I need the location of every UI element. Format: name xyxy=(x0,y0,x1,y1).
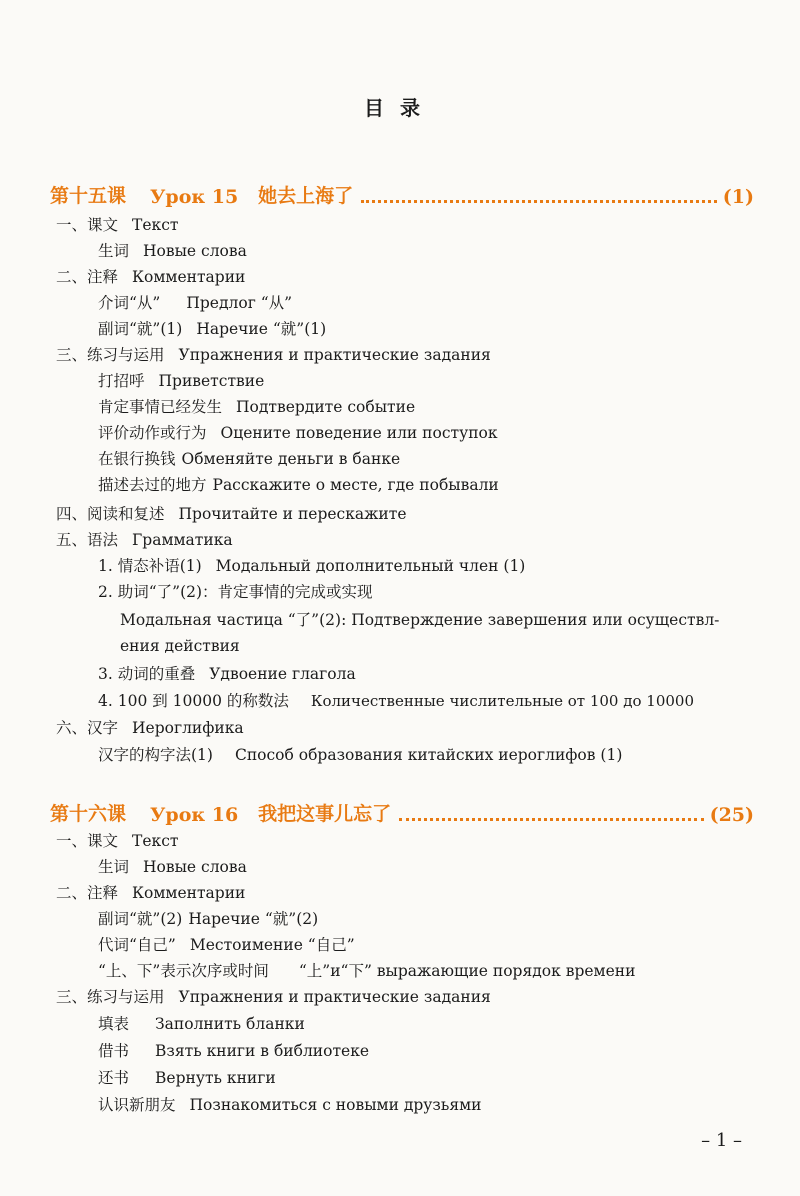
page-number: – 1 – xyxy=(701,1130,742,1151)
page-title: 目录 xyxy=(364,96,436,120)
toc-entry[interactable]: 三、练习与运用 Упражнения и практические задания xyxy=(56,346,491,364)
toc-entry[interactable]: 汉字的构字法(1) Способ образования китайских иероглифов (1) xyxy=(98,746,623,764)
toc-entry[interactable]: 生词 Новые слова xyxy=(98,242,247,260)
lesson-15-heading[interactable] xyxy=(50,178,754,208)
toc-entry[interactable]: 描述去过的地方 Расскажите о месте, где побывали xyxy=(98,476,499,494)
toc-entry[interactable]: Модальная частица “了”(2): Подтверждение завершения или осуществл- xyxy=(120,611,720,629)
lesson-16-heading[interactable] xyxy=(50,796,754,826)
toc-entry[interactable]: 三、练习与运用 Упражнения и практические задания xyxy=(56,988,491,1006)
leader-dots xyxy=(361,199,717,203)
toc-entry[interactable]: 一、课文 Текст xyxy=(56,832,179,850)
leader-dots xyxy=(399,817,703,821)
toc-entry[interactable]: 在银行换钱 Обменяйте деньги в банке xyxy=(98,450,401,468)
toc-entry[interactable]: 五、语法 Грамматика xyxy=(56,531,233,549)
toc-entry[interactable]: 3. 动词的重叠 Удвоение глагола xyxy=(98,665,356,683)
toc-entry[interactable]: 二、注释 Комментарии xyxy=(56,268,246,286)
toc-entry[interactable]: “上、下”表示次序或时间 “上”и“下” выражающие порядок времени xyxy=(98,962,636,980)
lesson-zh-title: 我把这事儿忘了 xyxy=(258,803,392,825)
toc-entry[interactable]: 肯定事情已经发生 Подтвердите событие xyxy=(98,398,416,416)
lesson-number: 第十六课 xyxy=(50,803,127,825)
toc-entry[interactable]: 二、注释 Комментарии xyxy=(56,884,246,902)
lesson-ru-title: Урок 15 xyxy=(150,186,239,208)
toc-entry[interactable]: 副词“就”(2) Наречие “就”(2) xyxy=(98,910,319,928)
lesson-zh-title: 她去上海了 xyxy=(258,185,354,207)
toc-entry[interactable]: 还书 Вернуть книги xyxy=(98,1069,276,1087)
toc-entry[interactable]: 1. 情态补语(1) Модальный дополнительный член (1) xyxy=(98,557,526,575)
toc-entry[interactable]: 生词 Новые слова xyxy=(98,858,247,876)
toc-entry[interactable]: 介词“从” Предлог “从” xyxy=(98,294,293,312)
toc-entry[interactable]: 认识新朋友 Познакомиться с новыми друзьями xyxy=(98,1096,482,1114)
toc-entry[interactable]: ения действия xyxy=(120,637,240,655)
toc-entry[interactable]: 4. 100 到 10000 的称数法 Количественные числительные от 100 до 10000 xyxy=(98,692,694,710)
toc-entry[interactable]: 代词“自己” Местоимение “自己” xyxy=(98,936,355,954)
toc-entry[interactable]: 打招呼 Приветствие xyxy=(98,372,265,390)
toc-entry[interactable]: 借书 Взять книги в библиотеке xyxy=(98,1042,370,1060)
toc-entry[interactable]: 一、课文 Текст xyxy=(56,216,179,234)
lesson-page: (1) xyxy=(722,186,754,208)
lesson-ru-title: Урок 16 xyxy=(150,804,239,826)
lesson-page: (25) xyxy=(709,804,754,826)
toc-entry[interactable]: 副词“就”(1) Наречие “就”(1) xyxy=(98,320,327,338)
toc-entry[interactable]: 四、阅读和复述 Прочитайте и перескажите xyxy=(56,505,407,523)
toc-entry[interactable]: 填表 Заполнить бланки xyxy=(98,1015,305,1033)
lesson-number: 第十五课 xyxy=(50,185,127,207)
toc-entry[interactable]: 六、汉字 Иероглифика xyxy=(56,719,244,737)
toc-entry[interactable]: 评价动作或行为 Оцените поведение или поступок xyxy=(98,424,498,442)
toc-entry[interactable]: 2. 助词“了”(2)：肯定事情的完成或实现 xyxy=(98,583,373,601)
